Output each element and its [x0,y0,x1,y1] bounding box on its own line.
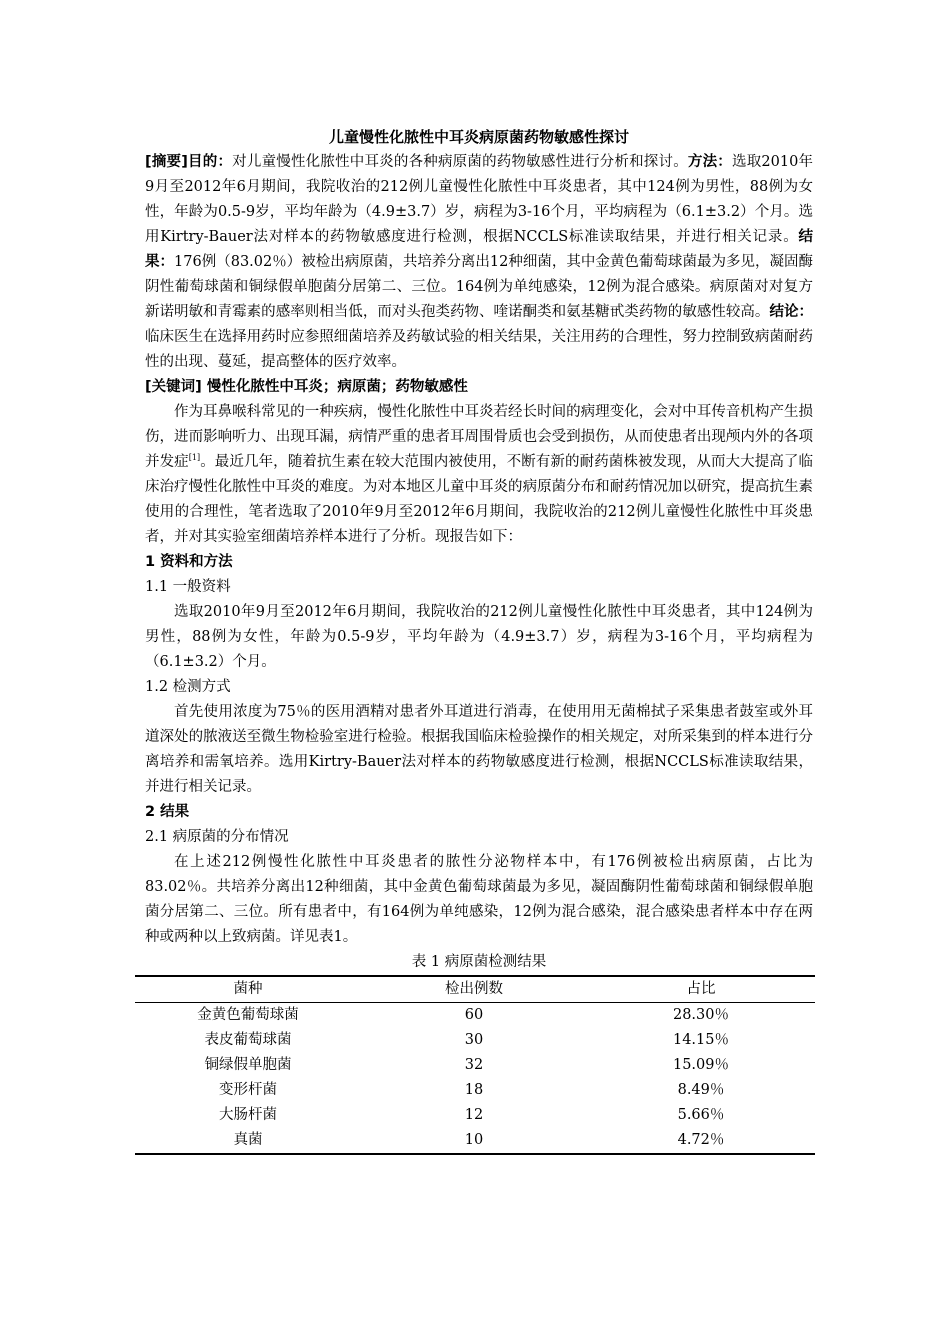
cell-ratio: 5.66％ [677,1107,725,1123]
table-row [135,1078,815,1103]
objective-label: 目的： [187,154,233,170]
cell-species: 表皮葡萄球菌 [204,1032,292,1048]
table-row [135,1028,815,1053]
section-1-2-heading: 1.2 检测方式 [145,679,231,695]
pathogen-table [135,975,815,1155]
cell-species: 真菌 [135,1128,361,1154]
cell-species: 变形杆菌 [219,1082,277,1098]
table-header-row [135,976,815,1003]
cell-count: 12 [464,1107,484,1123]
table-row [135,1103,815,1128]
cell-ratio: 8.49％ [677,1082,725,1098]
cell-ratio: 14.15％ [672,1032,729,1048]
objective-text: 对儿童慢性化脓性中耳炎的各种病原菌的药物敏感性进行分析和探讨。 [232,154,688,170]
paper-title: 儿童慢性化脓性中耳炎病原菌药物敏感性探讨 [328,128,629,146]
table-caption: 表 1 病原菌检测结果 [411,954,547,970]
cell-count: 60 [464,1007,484,1023]
cell-count: 10 [361,1128,587,1154]
conclusion-label: 结论： [769,304,813,320]
keywords-label: [关键词] [145,379,202,395]
keywords [145,375,813,400]
result-text: 176例（83.02％）被检出病原菌，共培养分离出12种细菌，其中金黄色葡萄球菌最为多见，凝固酶阴性葡萄球菌和铜绿假单胞菌分居第二、三位。164例为单纯感染，12例为混合感染。病原菌对对复方新诺明敏和青霉素的感率则相当低，而对头孢类药物、喹诺酮类和氨基糖甙类药物的敏感性较高。 [145,254,814,320]
intro-paragraph [145,400,813,550]
cell-ratio: 4.72％ [587,1128,815,1154]
header-ratio: 占比 [587,976,815,1003]
section-2-1-heading: 2.1 病原菌的分布情况 [145,829,289,845]
section-2-1-text: 在上述212例慢性化脓性中耳炎患者的脓性分泌物样本中，有176例被检出病原菌，占比为83.02％。共培养分离出12种细菌，其中金黄色葡萄球菌最为多见，凝固酶阴性葡萄球菌和铜绿假单胞菌分居第二、三位。所有患者中，有164例为单纯感染，12例为混合感染，混合感染患者样本中存在两种或两种以上致病菌。详见表1。 [145,854,813,945]
section-1-2-text: 首先使用浓度为75％的医用酒精对患者外耳道进行消毒，在使用用无菌棉拭子采集患者鼓室或外耳道深处的脓液送至微生物检验室进行检验。根据我国临床检验操作的相关规定，对所采集到的样本进行分离培养和需氧培养。选用Kirtry-Bauer法对样本的药物敏感度进行检测，根据NCCLS标准读取结果，并进行相关记录。 [145,704,813,795]
header-species: 菌种 [135,976,361,1003]
cell-species: 铜绿假单胞菌 [204,1057,292,1073]
citation-ref: [1] [188,453,201,463]
cell-species: 大肠杆菌 [219,1107,277,1123]
abstract-label: [摘要] [145,154,188,170]
cell-species: 金黄色葡萄球菌 [197,1007,299,1023]
cell-ratio: 28.30％ [672,1007,729,1023]
document-body [145,125,813,1155]
method-label: 方法： [687,154,732,170]
table-row [135,1003,815,1029]
cell-count: 30 [464,1032,484,1048]
intro-text-1: 作为耳鼻喉科常见的一种疾病，慢性化脓性中耳炎若经长时间的病理变化，会对中耳传音机构产生损伤，进而影响听力、出现耳漏，病情严重的患者耳周围骨质也会受到损伤，从而使患者出现颅内外的各项并发症 [145,404,813,470]
method-text: 选取2010年9月至2012年6月期间，我院收治的212例儿童慢性化脓性中耳炎患者，其中124例为男性，88例为女性，年龄为0.5-9岁，平均年龄为（4.9±3.7）岁，病程为3-16个月，平均病程为（6.1±3.2）个月。选用Kirtry-Bauer法对样本的药物敏感度进行检测，根据NCCLS标准读取结果，并进行相关记录。 [145,154,814,245]
abstract [145,150,813,375]
section-2-heading: 2 结果 [145,804,190,820]
section-1-1-heading: 1.1 一般资料 [145,579,231,595]
cell-count: 32 [464,1057,484,1073]
intro-text-2: 。最近几年，随着抗生素在较大范围内被使用，不断有新的耐药菌株被发现，从而大大提高了临床治疗慢性化脓性中耳炎的难度。为对本地区儿童中耳炎的病原菌分布和耐药情况加以研究，提高抗生素使用的合理性，笔者选取了2010年9月至2012年6月期间，我院收治的212例儿童慢性化脓性中耳炎患者，并对其实验室细菌培养样本进行了分析。现报告如下： [145,454,814,545]
section-1-1-text: 选取2010年9月至2012年6月期间，我院收治的212例儿童慢性化脓性中耳炎患者，其中124例为男性，88例为女性，年龄为0.5-9岁，平均年龄为（4.9±3.7）岁，病程为3-16个月，平均病程为（6.1±3.2）个月。 [145,604,813,670]
section-1-heading: 1 资料和方法 [145,554,233,570]
conclusion-text: 临床医生在选择用药时应参照细菌培养及药敏试验的相关结果，关注用药的合理性，努力控制致病菌耐药性的出现、蔓延，提高整体的医疗效率。 [145,329,813,370]
header-count: 检出例数 [361,976,587,1003]
table-row [135,1053,815,1078]
result-label: 结果： [145,229,813,270]
cell-count: 18 [464,1082,484,1098]
keywords-text: 慢性化脓性中耳炎；病原菌；药物敏感性 [206,379,468,395]
cell-ratio: 15.09％ [672,1057,729,1073]
table-row [135,1128,815,1154]
